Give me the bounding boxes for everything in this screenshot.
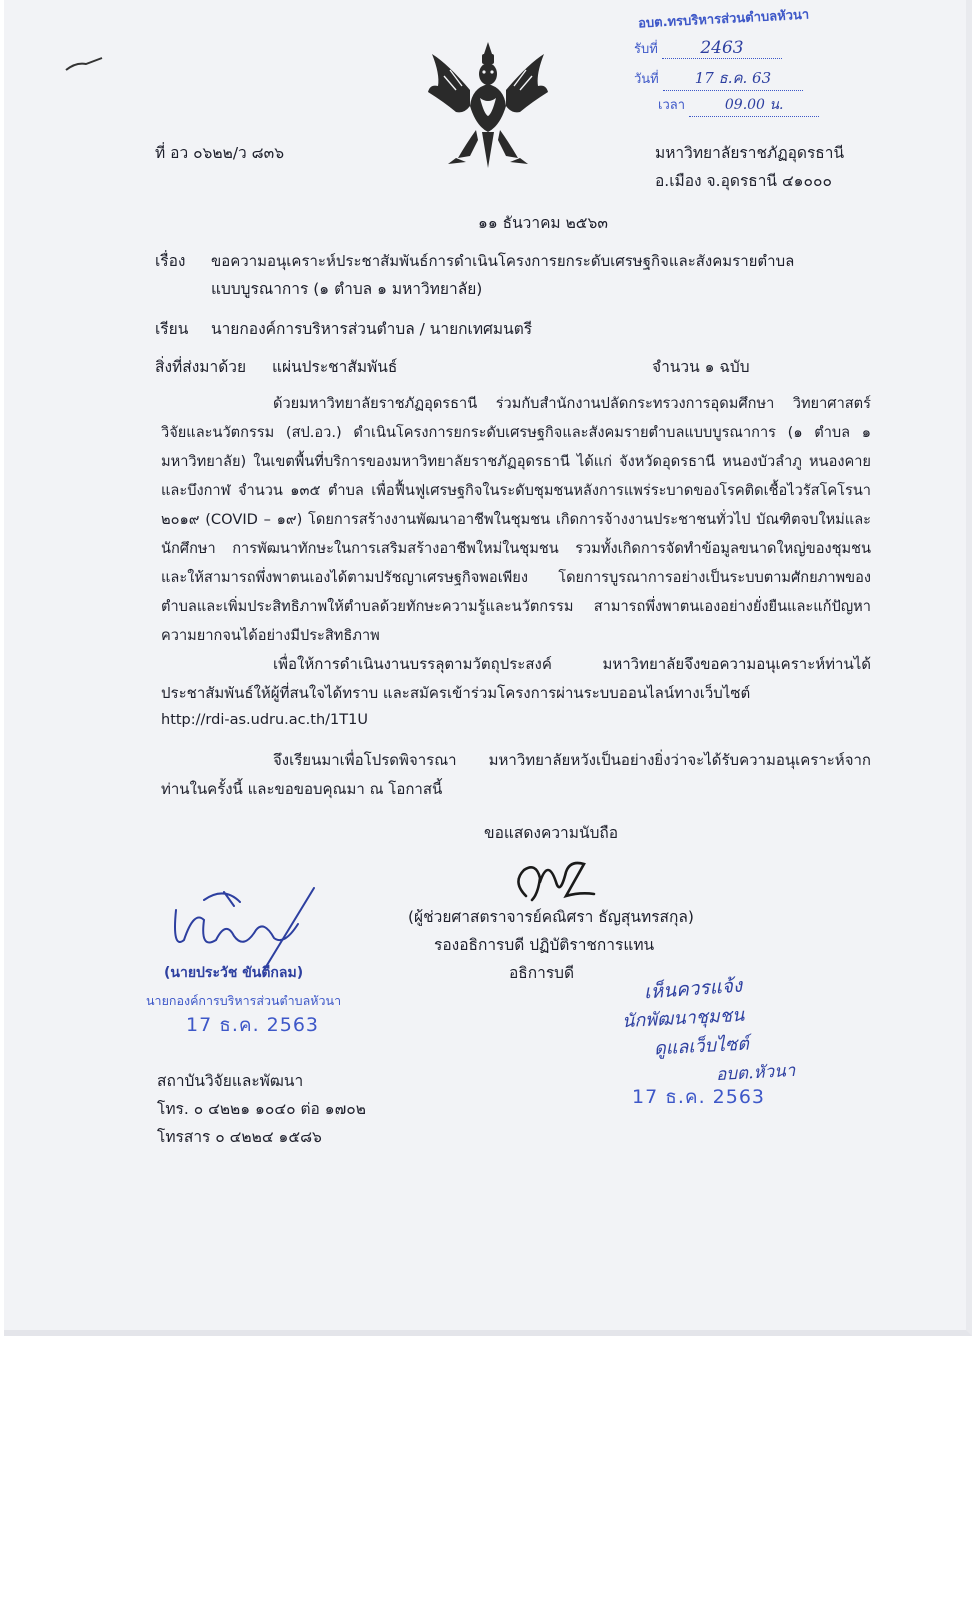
subject-line-2: แบบบูรณาการ (๑ ตำบล ๑ มหาวิทยาลัย): [211, 280, 483, 298]
receipt-stamp: [634, 8, 874, 120]
registration-url[interactable]: http://rdi-as.udru.ac.th/1T1U: [161, 712, 368, 728]
signer-title-2: อธิการบดี: [509, 964, 575, 982]
footer-unit: สถาบันวิจัยและพัฒนา: [157, 1072, 304, 1090]
receipt-date-label: วันที่: [634, 72, 659, 87]
right-note-4: อบต.หัวนา: [715, 1060, 796, 1086]
sender-name: มหาวิทยาลัยราชภัฏอุดรธานี: [655, 144, 845, 162]
body-paragraph-1: [161, 389, 871, 650]
sender-address: อ.เมือง จ.อุดรธานี ๔๑๐๐๐: [655, 172, 832, 190]
enclosure-label: สิ่งที่ส่งมาด้วย: [155, 358, 247, 376]
recipient-value: นายกองค์การบริหารส่วนตำบล / นายกเทศมนตรี: [211, 320, 533, 338]
document-reference: ที่ อว ๐๖๒๒/ว ๘๓๖: [155, 144, 285, 162]
receipt-number-label: รับที่: [634, 42, 658, 57]
receipt-time: 09.00 น.: [689, 94, 819, 117]
right-note-3: ดูแลเว็บไซต์: [653, 1033, 750, 1060]
garuda-emblem-icon: [426, 40, 550, 170]
recipient-label: เรียน: [155, 320, 189, 338]
subject-line-1: ขอความอนุเคราะห์ประชาสัมพันธ์การดำเนินโครงการยกระดับเศรษฐกิจและสังคมรายตำบล: [211, 252, 795, 270]
document-date: ๑๑ ธันวาคม ๒๕๖๓: [478, 214, 608, 232]
signer-title-1: รองอธิการบดี ปฏิบัติราชการแทน: [434, 936, 655, 954]
document-page: [4, 0, 972, 1336]
receipt-number: 2463: [662, 38, 782, 59]
right-note-2: นักพัฒนาชุมชน: [621, 1004, 745, 1033]
body-paragraph-3: [161, 746, 871, 804]
scan-mark-icon: [62, 52, 112, 78]
receipt-date: 17 ธ.ค. 63: [663, 66, 803, 91]
closing-salutation: ขอแสดงความนับถือ: [484, 824, 619, 842]
right-annotation-date: 17 ธ.ค. 2563: [632, 1086, 765, 1108]
body-paragraph-2: [161, 650, 871, 708]
signer-name: (ผู้ช่วยศาสตราจารย์คณิศรา ธัญสุนทรสกุล): [408, 908, 694, 926]
body-paragraph-3-text: จึงเรียนมาเพื่อโปรดพิจารณา มหาวิทยาลัยหวังเป็นอย่างยิ่งว่าจะได้รับความอนุเคราะห์จากท่านในครั้งนี้ และขอขอบคุณมา ณ โอกาสนี้: [161, 751, 871, 798]
signature-icon: [510, 852, 600, 908]
receipt-time-label: เวลา: [658, 98, 686, 113]
enclosure-count: จำนวน ๑ ฉบับ: [652, 358, 750, 376]
enclosure-value: แผ่นประชาสัมพันธ์: [272, 358, 398, 376]
footer-phone: โทร. ๐ ๔๒๒๑ ๑๐๔๐ ต่อ ๑๗๐๒: [157, 1100, 366, 1118]
left-annotation-name: (นายประวัช ขันตีกลม): [164, 965, 304, 981]
footer-fax: โทรสาร ๐ ๔๒๒๔ ๑๕๘๖: [157, 1128, 322, 1146]
right-note-1: เห็นควรแจ้ง: [643, 974, 743, 1004]
body-paragraph-2-text: เพื่อให้การดำเนินงานบรรลุตามวัตถุประสงค์ มหาวิทยาลัยจึงขอความอนุเคราะห์ท่านได้ประชาสัมพันธ์ให้ผู้ที่สนใจได้ทราบ และสมัครเข้าร่วมโครงการผ่านระบบออนไลน์ทางเว็บไซต์: [161, 655, 871, 702]
body-paragraph-1-text: ด้วยมหาวิทยาลัยราชภัฏอุดรธานี ร่วมกับสำนักงานปลัดกระทรวงการอุดมศึกษา วิทยาศาสตร์ วิจัยและนวัตกรรม (สป.อว.) ดำเนินโครงการยกระดับเศรษฐกิจและสังคมรายตำบลแบบบูรณาการ (๑ ตำบล ๑ มหาวิทยาลัย) ในเขตพื้นที่บริการของมหาวิทยาลัยราชภัฏอุดรธานี ได้แก่ จังหวัดอุดรธานี หนองบัวลำภู หนองคายและบึงกาฬ จำนวน ๑๓๕ ตำบล เพื่อฟื้นฟูเศรษฐกิจในระดับชุมชนหลังการแพร่ระบาดของโรคติดเชื้อไวรัสโคโรนา ๒๐๑๙ (COVID – ๑๙) โดยการสร้างงานพัฒนาอาชีพในชุมชน เกิดการจ้างงานประชาชนทั่วไป บัณฑิตจบใหม่และนักศึกษา การพัฒนาทักษะในการเสริมสร้างอาชีพใหม่ในชุมชน รวมทั้งเกิดการจัดทำข้อมูลขนาดใหญ่ของชุมชนและให้สามารถพึ่งพาตนเองได้ตามปรัชญาเศรษฐกิจพอเพียง โดยการบูรณาการอย่างเป็นระบบตามศักยภาพของตำบลและเพิ่มประสิทธิภาพให้ตำบลด้วยทักษะความรู้และนวัตกรรม สามารถพึ่งพาตนเองอย่างยั่งยืนและแก้ปัญหาความยากจนได้อย่างมีประสิทธิภาพ: [161, 395, 871, 644]
receipt-office: อบต.ทรบริหารส่วนตำบลหัวนา: [637, 7, 810, 32]
left-annotation-title: นายกองค์การบริหารส่วนตำบลหัวนา: [146, 993, 342, 1008]
left-annotation-date: 17 ธ.ค. 2563: [186, 1014, 319, 1036]
subject-label: เรื่อง: [155, 252, 186, 270]
